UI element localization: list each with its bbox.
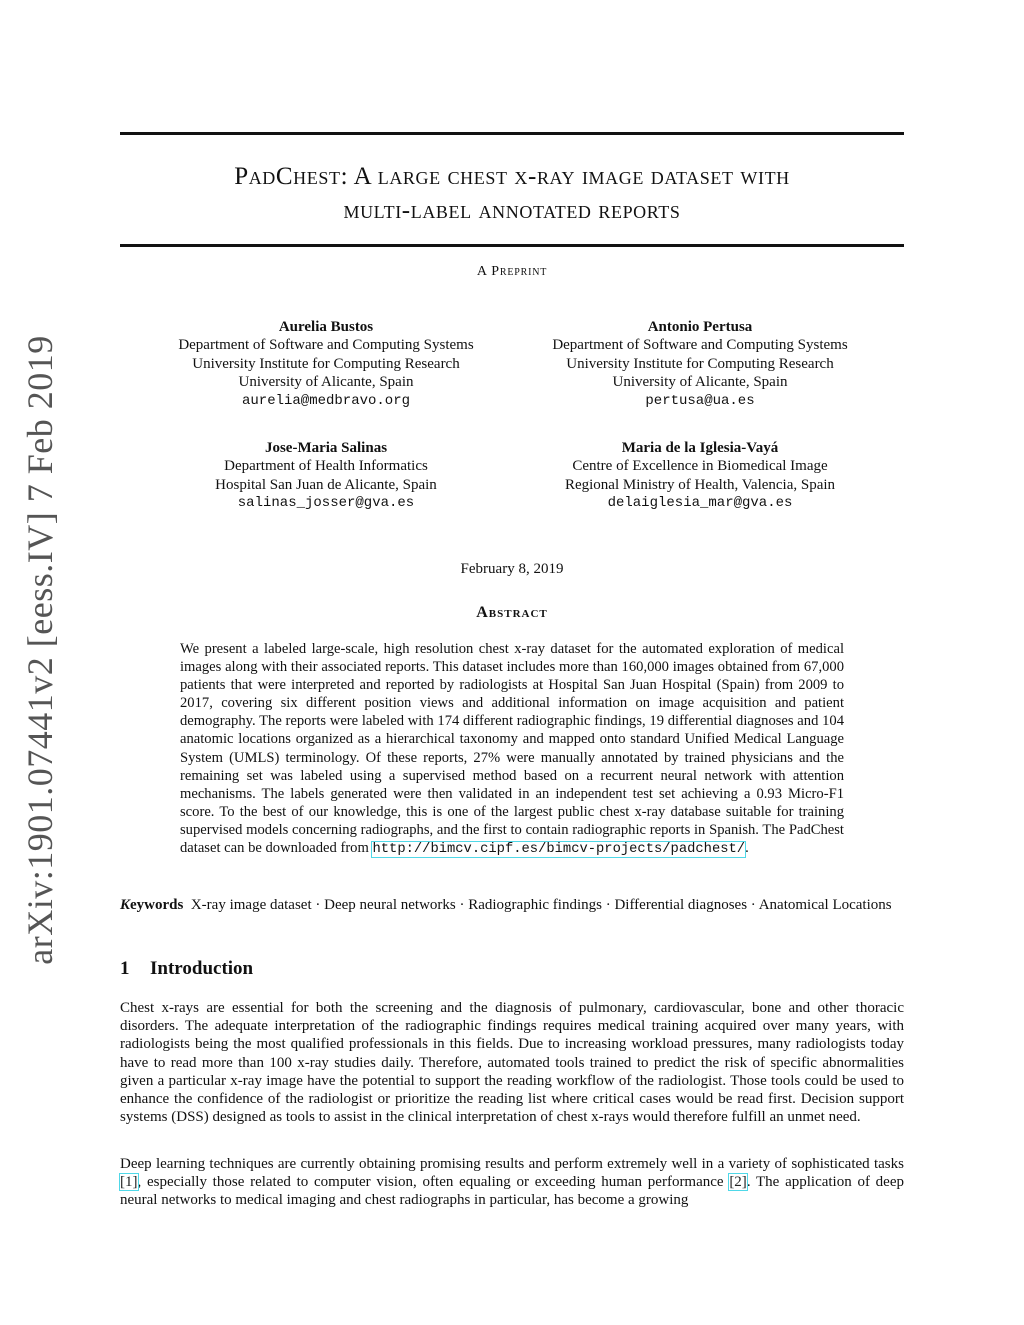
- author-name: Maria de la Iglesia-Vayá: [621, 440, 779, 456]
- author-affiliation: University of Alicante, Spain: [612, 374, 788, 391]
- intro-p2-text: Deep learning techniques are currently obtaining promising results and perform extremely well in a variety of sophisticated tasks: [120, 1156, 904, 1172]
- keywords-label: [120, 897, 183, 913]
- paper-date: February 8, 2019: [460, 561, 564, 577]
- author-affiliation: Department of Health Informatics: [224, 458, 428, 475]
- title-rule-top: [120, 132, 904, 135]
- author-name: Jose-Maria Salinas: [264, 440, 388, 456]
- author-affiliation: University of Alicante, Spain: [238, 374, 414, 391]
- author-affiliation: Centre of Excellence in Biomedical Image: [572, 458, 828, 475]
- section-number: 1: [120, 958, 130, 979]
- author-email[interactable]: aurelia@medbravo.org: [241, 392, 411, 409]
- intro-p2-text: . The application of deep neural networks to medical imaging and chest radiographs in particular, has become a growing: [120, 1174, 904, 1209]
- keywords-block: [120, 896, 904, 914]
- author-block: [136, 318, 516, 410]
- author-name: Aurelia Bustos: [278, 319, 374, 335]
- author-block: [510, 318, 890, 410]
- abstract-body: [180, 640, 844, 859]
- author-email[interactable]: salinas_josser@gva.es: [237, 495, 415, 512]
- paper-title: [120, 160, 904, 228]
- intro-paragraph-1: Chest x-rays are essential for both the screening and the diagnosis of pulmonary, cardiovascular, bone and other thoracic disorders. The adequate interpretation of the radiographic findings requires medical training acquired over many years, with radiologists being the most qualified professionals in this fields. Due to increasing workload pressures, many radiologists today have to read more than 100 x-ray studies daily. Therefore, automated tools trained to predict the risk of specific abnormalities given a particular x-ray image have the potential to support the reading workflow of the radiologist. Those tools could be used to enhance the confidence of the radiologist or prioritize the reading list where critical cases would be read first. Decision support systems (DSS) designed as tools to assist in the clinical interpretation of chest x-rays would therefore fulfill an unmet need.: [120, 1000, 904, 1126]
- abstract-heading: Abstract: [476, 604, 548, 621]
- author-email[interactable]: delaiglesia_mar@gva.es: [607, 495, 793, 512]
- section-title: Introduction: [150, 958, 254, 979]
- title-line-1: PadChest: A large chest x-ray image dataset with: [234, 163, 790, 190]
- author-email[interactable]: pertusa@ua.es: [645, 392, 755, 409]
- author-affiliation: University Institute for Computing Research: [566, 355, 834, 372]
- section-heading: [120, 958, 253, 980]
- arxiv-side-identifier: [20, 335, 60, 965]
- citation-link[interactable]: [2]: [729, 1174, 747, 1191]
- author-affiliation: University Institute for Computing Research: [192, 355, 460, 372]
- intro-paragraph-2: [120, 1155, 904, 1210]
- author-affiliation: Department of Software and Computing Systems: [178, 337, 474, 354]
- arxiv-id-text: arXiv:1901.07441v2 [eess.IV] 7 Feb 2019: [20, 335, 60, 965]
- keywords-label-initial: K: [120, 897, 131, 913]
- abstract-end: .: [745, 840, 749, 857]
- author-name: Antonio Pertusa: [647, 319, 753, 335]
- title-line-2: multi-label annotated reports: [343, 197, 681, 224]
- title-rule-bottom: [120, 244, 904, 247]
- author-block: [510, 439, 890, 513]
- keywords-text: X-ray image dataset · Deep neural networks · Radiographic findings · Differential diagnoses · Anatomical Locations: [190, 897, 892, 913]
- author-affiliation: Department of Software and Computing Systems: [552, 337, 848, 354]
- citation-link[interactable]: [1]: [120, 1174, 138, 1191]
- intro-p2-text: , especially those related to computer vision, often equaling or exceeding human performance: [137, 1174, 730, 1191]
- preprint-label: A Preprint: [476, 264, 548, 279]
- abstract-text: We present a labeled large-scale, high resolution chest x-ray dataset for the automated exploration of medical images along with their associated reports. This dataset includes more than 160,000 images obtained from 67,000 patients that were interpreted and reported by radiologists at Hospital San Juan Hospital (Spain) from 2009 to 2017, covering six different position views and additional information on image acquisition and patient demography. The reports were labeled with 174 different radiographic findings, 19 differential diagnoses and 104 anatomic locations organized as a hierarchical taxonomy and mapped onto standard Unified Medical Language System (UMLS) terminology. Of these reports, 27% were manually annotated by trained physicians and the remaining set was labeled using a supervised method based on a recurrent neural network with attention mechanisms. The labels generated were then validated in an independent test set achieving a 0.93 Micro-F1 score. To the best of our knowledge, this is one of the largest public chest x-ray database suitable for training supervised models concerning radiographs, and the first to contain radiographic reports in Spanish. The PadChest dataset can be downloaded from: [180, 641, 844, 857]
- author-block: [136, 439, 516, 513]
- dataset-url-link[interactable]: http://bimcv.cipf.es/bimcv-projects/padchest/: [372, 842, 746, 858]
- author-affiliation: Regional Ministry of Health, Valencia, Spain: [564, 476, 836, 493]
- keywords-label-rest: eywords: [130, 897, 184, 913]
- author-affiliation: Hospital San Juan de Alicante, Spain: [215, 476, 437, 493]
